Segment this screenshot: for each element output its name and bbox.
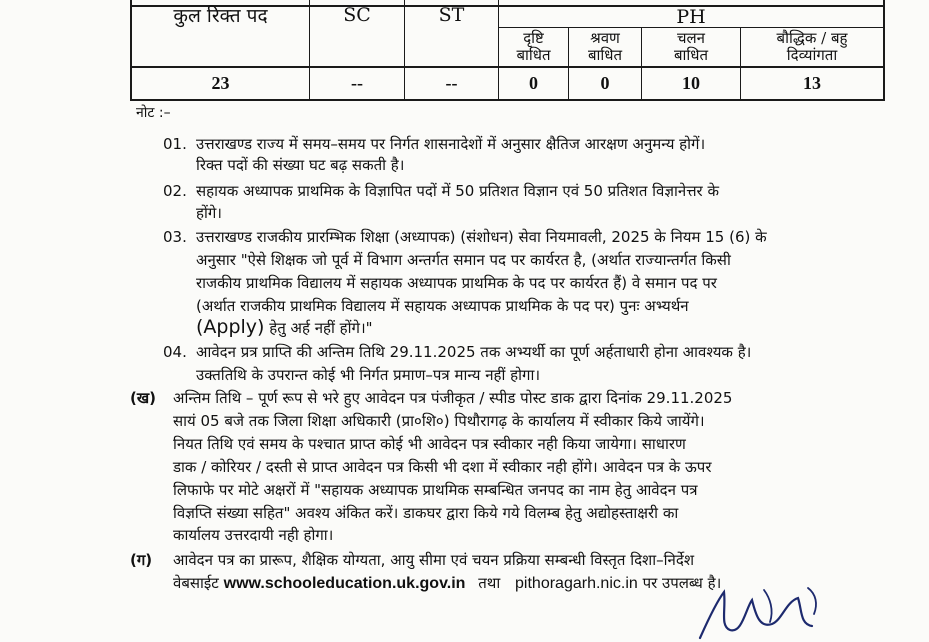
section-g-label: (ग) <box>130 551 153 569</box>
note-01-line2: रिक्त पदों की संख्या घट बढ़ सकती है। <box>196 156 405 174</box>
note-label: नोट :– <box>136 105 171 121</box>
note-03-line1: उत्तराखण्ड राजकीय प्रारम्भिक शिक्षा (अध्यापक) (संशोधन) सेवा नियमावली, 2025 के नियम 15 (6) के <box>196 228 767 246</box>
ph-sub-intellectual-line2: दिव्यांगता <box>786 46 838 64</box>
section-kh-line1: अन्तिम तिथि – पूर्ण रूप से भरे हुए आवेदन पत्र पंजीकृत / स्पीड पोस्ट डाक द्वारा दिनांक 29.11.2025 <box>173 389 733 407</box>
note-03-apply-en: (Apply) <box>196 316 265 338</box>
note-04-line2: उक्ततिथि के उपरान्त कोई भी निर्गत प्रमाण–पत्र मान्य नहीं होगा। <box>196 366 541 384</box>
section-kh-line4: डाक / कोरियर / दस्ती से प्राप्त आवेदन पत्र किसी भी दशा में स्वीकार नही होंगे। आवेदन पत्र के ऊपर <box>173 458 712 476</box>
note-03-apply-hi: हेतु अर्ह नहीं होंगे।" <box>269 319 373 337</box>
ph-sub-locomotor <box>642 28 740 66</box>
website-and: तथा <box>478 574 501 592</box>
ph-sub-visual <box>499 28 568 66</box>
value-ph-locomotor: 10 <box>682 73 700 93</box>
header-total-posts: कुल रिक्त पद <box>173 5 268 27</box>
value-ph-visual: 0 <box>529 73 538 93</box>
note-01-number: 01. <box>163 135 187 153</box>
note-03-line5 <box>196 318 373 338</box>
note-02-line1: सहायक अध्यापक प्राथमिक के विज्ञापित पदों में 50 प्रतिशत विज्ञान एवं 50 प्रतिशत विज्ञानेत्तर के <box>196 182 719 200</box>
section-kh-line2: सायं 05 बजे तक जिला शिक्षा अधिकारी (प्रा०शि०) पिथौरागढ़ के कार्यालय में स्वीकार किये जायेंगे। <box>173 412 705 430</box>
website-link-schooleducation[interactable]: www.schooleducation.uk.gov.in <box>223 575 466 592</box>
note-02-line2: होंगे। <box>196 204 222 222</box>
ph-sub-visual-line2: बाधित <box>516 46 551 64</box>
section-kh-line3: नियत तिथि एवं समय के पश्चात प्राप्त कोई भी आवेदन पत्र स्वीकार नही किया जायेगा। साधारण <box>173 435 686 453</box>
section-g-line1: आवेदन पत्र का प्रारूप, शैक्षिक योग्यता, आयु सीमा एवं चयन प्रक्रिया सम्बन्धी विस्तृत दिशा–निर्देश <box>173 551 695 569</box>
header-sc: SC <box>343 4 371 26</box>
note-03-line4: (अर्थात राजकीय प्राथमिक विद्यालय में सहायक अध्यापक प्राथमिक के पद पर) पुनः अभ्यर्थन <box>196 297 689 315</box>
ph-sub-visual-line1: दृष्टि <box>523 29 544 47</box>
ph-sub-hearing <box>569 28 641 66</box>
ph-sub-locomotor-line1: चलन <box>676 29 706 47</box>
ph-sub-hearing-line2: बाधित <box>587 46 623 64</box>
value-sc: -- <box>351 73 363 93</box>
ph-sub-intellectual-line1: बौद्धिक / बहु <box>776 29 848 47</box>
note-03-number: 03. <box>163 228 187 246</box>
note-02-number: 02. <box>163 182 187 200</box>
note-03-line3: राजकीय प्राथमिक विद्यालय में सहायक अध्यापक प्राथमिक के पद पर कार्यरत हैं) वे समान पद पर <box>196 274 717 292</box>
header-ph: PH <box>676 5 706 28</box>
note-04-number: 04. <box>163 343 187 361</box>
section-g-line2 <box>173 574 721 593</box>
ph-sub-hearing-line1: श्रवण <box>590 29 620 47</box>
ph-sub-intellectual <box>741 28 883 66</box>
website-prefix: वेबसाईट <box>173 574 219 592</box>
section-kh-line6: विज्ञप्ति संख्या सहित" अवश्य अंकित करें। डाकघर द्वारा किये गये विलम्ब हेतु अद्योहस्ताक्षरी का <box>173 504 679 522</box>
website-link-pithoragarh[interactable]: pithoragarh.nic.in <box>515 575 638 592</box>
website-suffix: पर उपलब्ध है। <box>642 574 722 592</box>
ph-sub-locomotor-line2: बाधित <box>673 46 709 64</box>
value-total-posts: 23 <box>211 73 230 93</box>
header-st: ST <box>438 4 465 26</box>
note-04-line1: आवेदन प्रत्र प्राप्ति की अन्तिम तिथि 29.11.2025 तक अभ्यर्थी का पूर्ण अर्हताधारी होना आवश्यक है। <box>196 343 752 361</box>
section-kh-line5: लिफाफे पर मोटे अक्षरों में "सहायक अध्यापक प्राथमिक सम्बन्धित जनपद का नाम हेतु आवेदन पत्र <box>173 481 698 499</box>
section-kh-label: (ख) <box>130 389 156 407</box>
note-03-line2: अनुसार "ऐसे शिक्षक जो पूर्व में विभाग अन्तर्गत समान पद पर कार्यरत है, (अर्थात राज्यान्तर्गत किसी <box>196 251 731 269</box>
note-01-line1: उत्तराखण्ड राज्य में समय–समय पर निर्गत शासनादेशों में अनुसार क्षैतिज आरक्षण अनुमन्य होगें। <box>196 135 706 153</box>
signature-icon <box>690 580 840 642</box>
value-st: -- <box>445 73 458 93</box>
value-ph-hearing: 0 <box>600 73 610 93</box>
value-ph-intellectual: 13 <box>803 73 821 93</box>
section-kh-line7: कार्यालय उत्तरदायी नही होगा। <box>173 526 334 544</box>
